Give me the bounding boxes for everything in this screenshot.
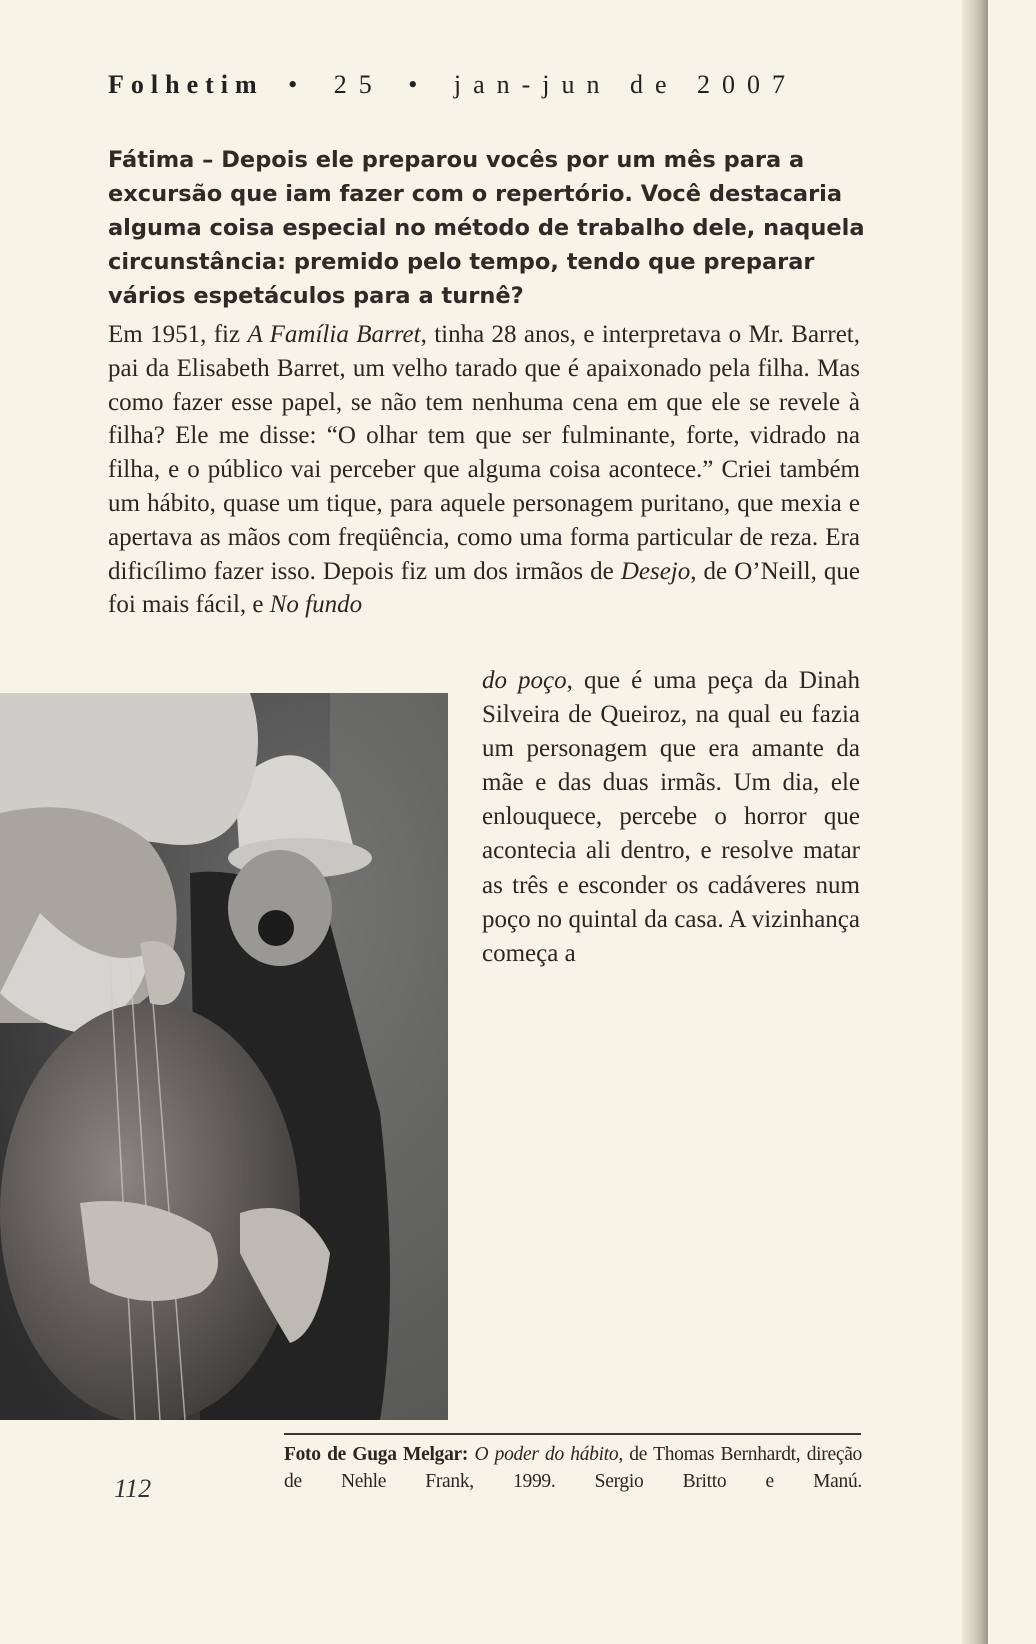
question-text: Depois ele preparou vocês por um mês para a excursão que iam fazer com o repertório. Você destacaria alguma coisa especial no método de trabalho dele, naquela circunstância: premido pelo tempo, tendo que preparar vários espetáculos para a turnê? [108, 147, 865, 309]
page-number: 112 [114, 1474, 152, 1503]
answer-text: , que é uma peça da Dinah Silveira de Queiroz, na qual eu fazia um personagem que era amante da mãe e das duas irmãs. Um dia, ele enlouquece, percebe o horror que acontecia ali dentro, e resolve matar as três e esconder os cadáveres num poço no quintal da casa. A vizinhança começa a [482, 667, 860, 967]
caption-text: , de Thomas Bernhardt, direção de Nehle Frank, 1999. Sergio Britto e Manú. [284, 1444, 863, 1492]
running-header [108, 70, 863, 100]
header-bullet: • [408, 70, 430, 99]
journal-title: Folhetim [108, 70, 264, 99]
play-title: Desejo [620, 557, 691, 585]
answer-text: , de O’Neill, que foi mais fácil, e [108, 557, 860, 619]
answer-text: , tinha 28 anos, e interpretava o Mr. Barret, pai da Elisabeth Barret, um velho tarado que é apaixonado pela filha. Mas como fazer esse papel, se não tem nenhuma cena em que ele se revele à filha? Ele me disse: “O olhar tem que ser fulminante, forte, vidrado na filha, e o público vai perceber que alguma coisa acontece.” Criei também um hábito, quase um tique, para aquele personagem puritano, que mexia e apertava as mãos com freqüência, como uma forma particular de reza. Era dificílimo fazer isso. Depois fiz um dos irmãos de [108, 321, 861, 585]
photo-caption [284, 1441, 862, 1495]
caption-credit: Foto de Guga Melgar: [284, 1444, 469, 1465]
answer-text: Em 1951, fiz [108, 321, 248, 348]
interview-question [108, 143, 868, 313]
caption-play-title: O poder do hábito [474, 1444, 619, 1465]
issue-date: jan-jun de 2007 [453, 70, 798, 99]
caption-rule [284, 1433, 861, 1435]
play-title: A Família Barret [247, 321, 421, 348]
play-title: No fundo [269, 591, 363, 619]
play-title: do poço [482, 667, 567, 694]
answer-paragraph [108, 318, 860, 622]
photo-illustration [0, 693, 448, 1420]
issue-number: 25 [333, 70, 384, 99]
answer-column [482, 664, 860, 971]
question-speaker: Fátima – [108, 147, 214, 173]
book-spine-shadow [962, 0, 988, 1644]
header-bullet: • [288, 70, 310, 99]
production-photo [0, 693, 448, 1420]
